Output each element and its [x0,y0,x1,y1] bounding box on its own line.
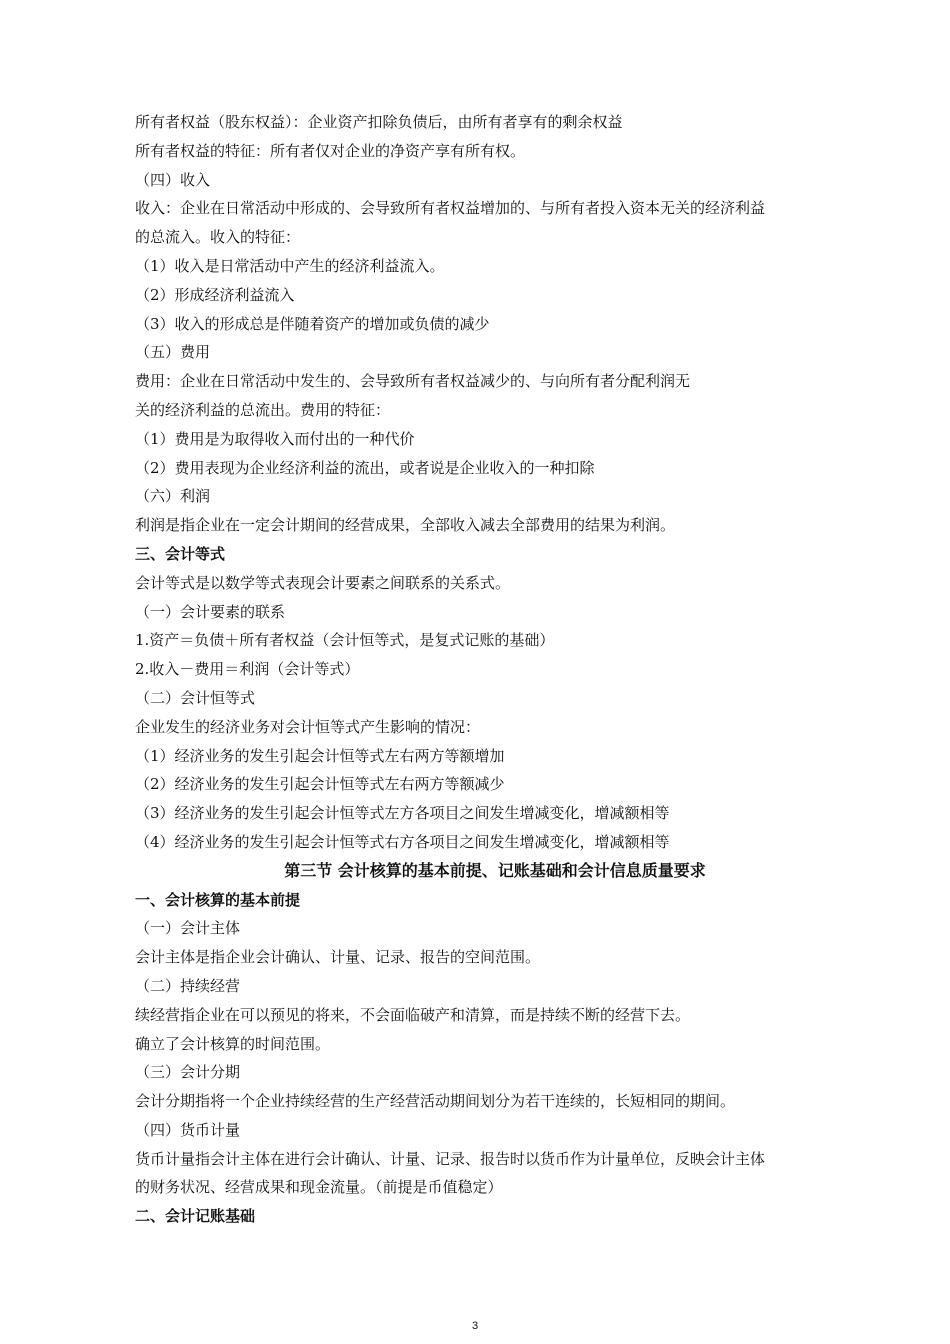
subsection-title: （六）利润 [135,487,211,506]
subsection-title: （三）会计分期 [135,1063,241,1082]
text-line: 的财务状况、经营成果和现金流量。（前提是币值稳定） [135,1178,503,1197]
section-heading: 二、会计记账基础 [135,1207,256,1226]
text-line: 利润是指企业在一定会计期间的经营成果，全部收入减去全部费用的结果为利润。 [135,516,676,535]
text-line: 确立了会计核算的时间范围。 [135,1034,331,1053]
list-item: （2）形成经济利益流入 [135,285,295,304]
list-item: （3）经济业务的发生引起会计恒等式左方各项目之间发生增减变化，增减额相等 [135,804,670,823]
list-item: （2）经济业务的发生引起会计恒等式左右两方等额减少 [135,775,505,794]
section-heading: 三、会计等式 [135,544,226,563]
chapter-section-heading: 第三节 会计核算的基本前提、记账基础和会计信息质量要求 [284,860,706,880]
text-line: 收入：企业在日常活动中形成的、会导致所有者权益增加的、与所有者投入资本无关的经济利益 [135,199,766,218]
page-number: 3 [471,1320,479,1332]
text-line: 会计主体是指企业会计确认、计量、记录、报告的空间范围。 [135,948,541,967]
text-line: 会计分期指将一个企业持续经营的生产经营活动期间划分为若干连续的，长短相同的期间。 [135,1092,736,1111]
list-item: （3）收入的形成总是伴随着资产的增加或负债的减少 [135,314,490,333]
section-heading: 一、会计核算的基本前提 [135,890,301,909]
page-body [135,108,855,1231]
subsection-title: （一）会计要素的联系 [135,602,286,621]
text-line: 所有者权益的特征：所有者仅对企业的净资产享有所有权。 [135,141,526,160]
list-item: 1.资产＝负债＋所有者权益（会计恒等式，是复式记账的基础） [135,631,555,650]
text-line: 企业发生的经济业务对会计恒等式产生影响的情况： [135,717,481,736]
subsection-title: （二）会计恒等式 [135,688,256,707]
subsection-title: （二）持续经营 [135,976,241,995]
list-item: 2.收入－费用＝利润（会计等式） [135,660,360,679]
list-item: （2）费用表现为企业经济利益的流出，或者说是企业收入的一种扣除 [135,458,595,477]
text-line: 货币计量指会计主体在进行会计确认、计量、记录、报告时以货币作为计量单位，反映会计主体 [135,1149,766,1168]
list-item: （1）收入是日常活动中产生的经济利益流入。 [135,256,445,275]
list-item: （1）经济业务的发生引起会计恒等式左右两方等额增加 [135,746,505,765]
text-line: 所有者权益（股东权益）：企业资产扣除负债后，由所有者享有的剩余权益 [135,113,623,131]
text-line: 续经营指企业在可以预见的将来，不会面临破产和清算，而是持续不断的经营下去。 [135,1005,691,1024]
list-item: （4）经济业务的发生引起会计恒等式右方各项目之间发生增减变化，增减额相等 [135,832,670,851]
subsection-title: （四）货币计量 [135,1120,241,1139]
text-line: 会计等式是以数学等式表现会计要素之间联系的关系式。 [135,573,511,592]
text-line: 关的经济利益的总流出。费用的特征： [135,400,391,419]
list-item: （1）费用是为取得收入而付出的一种代价 [135,429,415,448]
subsection-title: （五）费用 [135,343,211,362]
text-line: 费用：企业在日常活动中发生的、会导致所有者权益减少的、与向所有者分配利润无 [135,372,691,391]
text-line: 的总流入。收入的特征： [135,228,301,247]
subsection-title: （四）收入 [135,170,211,189]
subsection-title: （一）会计主体 [135,919,241,938]
